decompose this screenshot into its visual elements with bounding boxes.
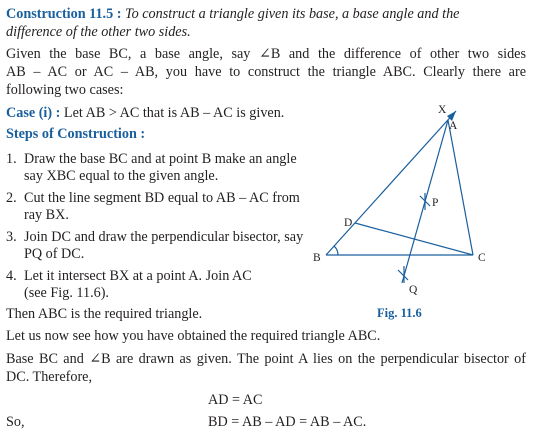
- construction-heading: Construction 11.5 :: [6, 6, 122, 22]
- intro-line-3: following two cases:: [6, 82, 124, 98]
- case-i-line: [6, 104, 284, 122]
- step-2-text: Cut the line segment BD equal to AB – AC from: [24, 190, 300, 206]
- equation-bd: BD = AB – AD = AB – AC.: [208, 414, 367, 430]
- construction-statement: To construct a triangle given its base, a base angle and the: [121, 6, 460, 22]
- step-1-text-cont: say XBC equal to the given angle.: [24, 168, 219, 184]
- step-1-number: 1.: [6, 151, 17, 167]
- case-i-text: Let AB > AC that is AB – AC is given.: [60, 105, 285, 121]
- label-b: B: [313, 252, 321, 264]
- explanation-line-2: Base BC and ∠B are drawn as given. The point A lies on the perpendicular bisector of: [6, 351, 526, 367]
- equation-ad-ac: AD = AC: [208, 392, 263, 408]
- explanation-line-3: DC. Therefore,: [6, 369, 93, 385]
- figure-caption: Fig. 11.6: [377, 306, 422, 320]
- label-x: X: [438, 104, 447, 116]
- construction-statement-cont: difference of the other two sides.: [6, 24, 191, 40]
- step-2-number: 2.: [6, 190, 17, 206]
- conclusion-text: Then ABC is the required triangle.: [6, 306, 203, 322]
- label-c: C: [478, 252, 486, 264]
- bisector-arc-mark-p: [420, 193, 430, 210]
- label-q: Q: [409, 284, 418, 296]
- step-3-text: Join DC and draw the perpendicular bisector, say: [24, 229, 304, 245]
- construction-heading-line: [6, 5, 459, 23]
- label-d: D: [344, 217, 353, 229]
- step-1-text: Draw the base BC and at point B make an angle: [24, 151, 297, 167]
- explanation-line-1: Let us now see how you have obtained the required triangle ABC.: [6, 328, 381, 344]
- step-3-text-cont: PQ of DC.: [24, 246, 85, 262]
- label-p: P: [432, 197, 439, 209]
- intro-line-1: Given the base BC, a base angle, say ∠B and the difference of other two sides: [6, 46, 526, 62]
- steps-heading: Steps of Construction :: [6, 126, 146, 142]
- step-4-text: Let it intersect BX at a point A. Join AC: [24, 268, 252, 284]
- step-4-text-cont: (see Fig. 11.6).: [24, 285, 109, 301]
- intro-line-2: AB – AC or AC – AB, you have to construct the triangle ABC. Clearly there are: [6, 64, 526, 80]
- case-i-label: Case (i) :: [6, 105, 61, 121]
- segment-ac: [448, 120, 473, 255]
- label-a: A: [449, 120, 458, 132]
- construction-figure: [300, 95, 546, 305]
- angle-b-arc: [334, 246, 338, 255]
- ray-bx: [326, 111, 456, 255]
- step-4-number: 4.: [6, 268, 17, 284]
- step-2-text-cont: ray BX.: [24, 207, 69, 223]
- so-label: So,: [6, 414, 25, 430]
- step-3-number: 3.: [6, 229, 17, 245]
